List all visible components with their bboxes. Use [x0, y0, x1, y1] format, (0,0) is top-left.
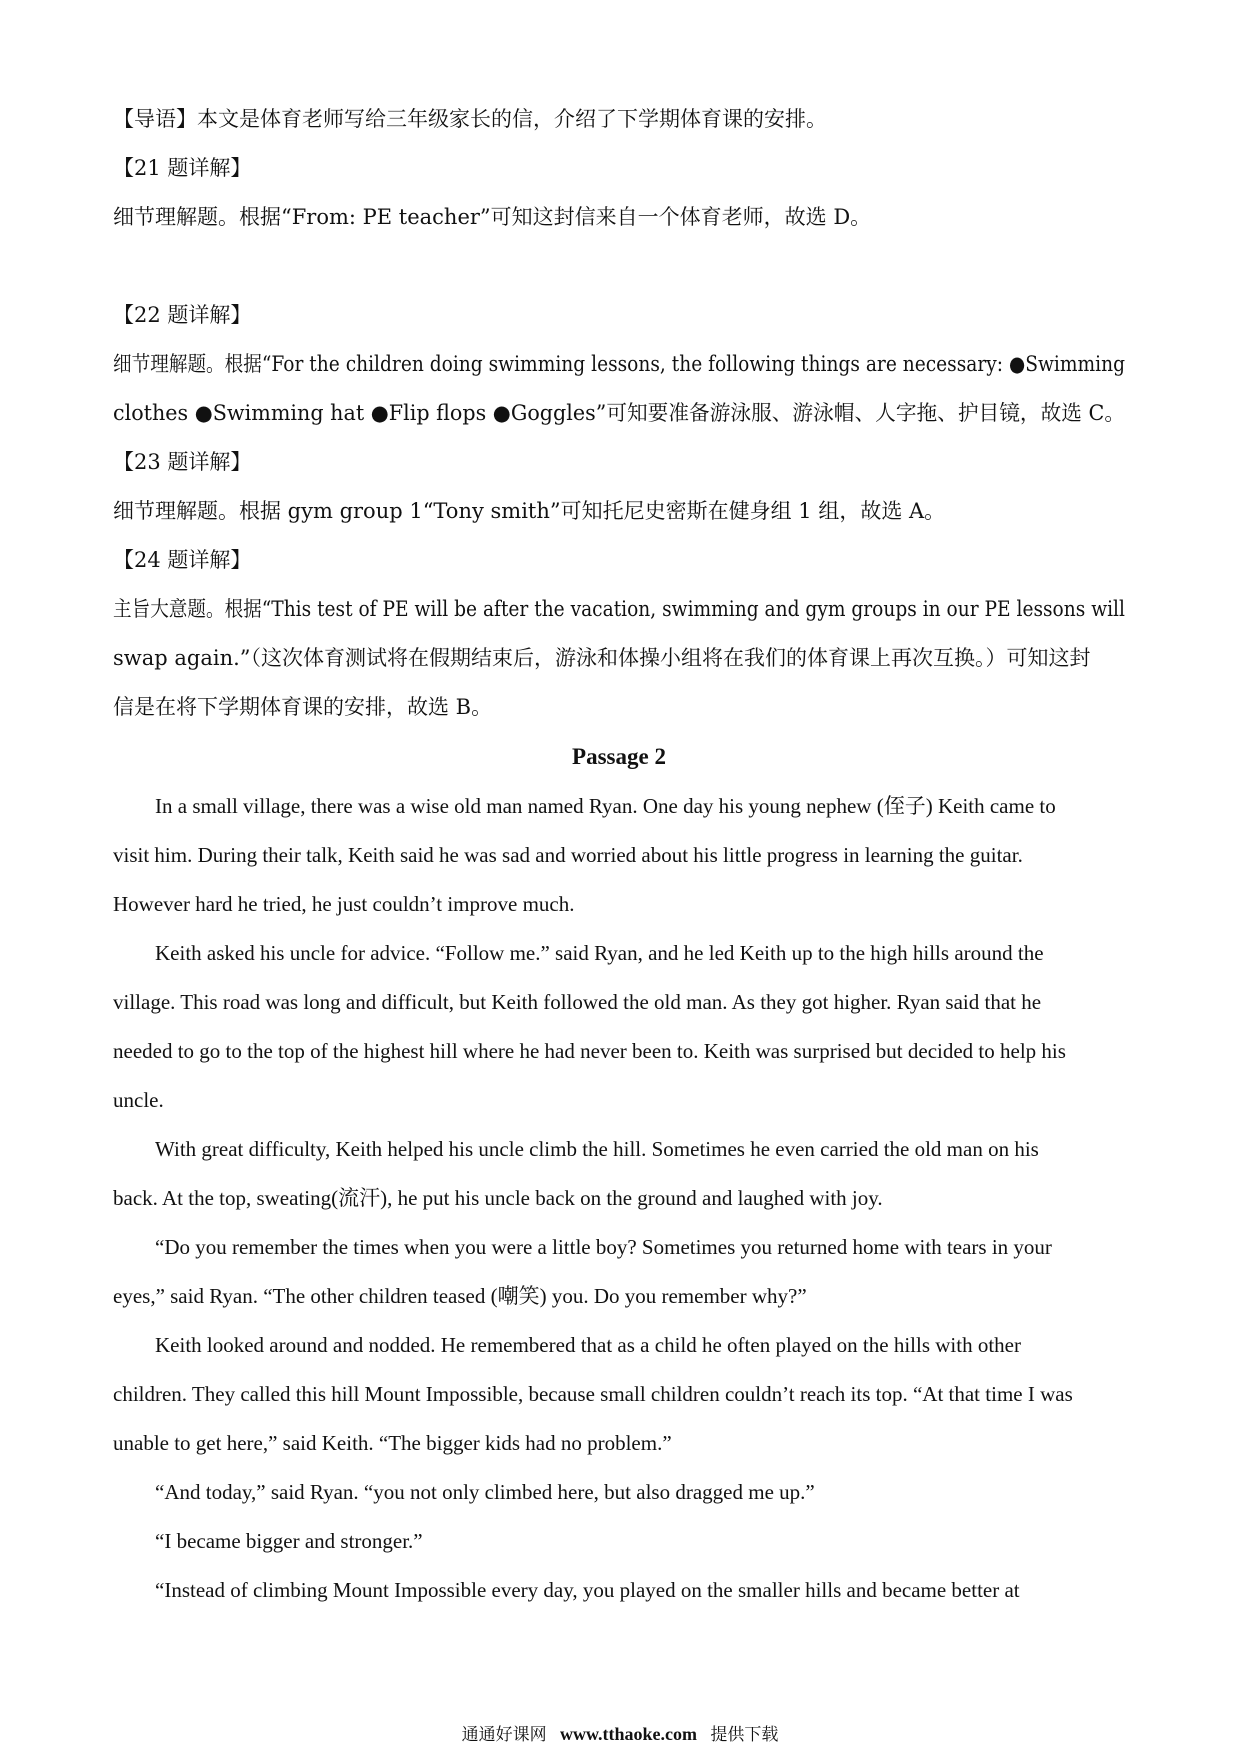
passage-paragraph	[113, 1223, 1125, 1321]
paragraph-line: village. This road was long and difficult, but Keith followed the old man. As they got higher. Ryan said that he	[113, 990, 1042, 1014]
passage-paragraph	[113, 929, 1125, 1125]
q21-explanation: 细节理解题。根据“From: PE teacher”可知这封信来自一个体育老师，故选 D。	[113, 205, 872, 229]
paragraph-line: Keith looked around and nodded. He remembered that as a child he often played on the hills with other	[155, 1333, 1021, 1357]
paragraph-line: “And today,” said Ryan. “you not only climbed here, but also dragged me up.”	[155, 1480, 815, 1504]
paragraph-line: “Instead of climbing Mount Impossible every day, you played on the smaller hills and became better at	[155, 1578, 1020, 1602]
q22-explanation-line: clothes ●Swimming hat ●Flip flops ●Goggles”可知要准备游泳服、游泳帽、人字拖、护目镜，故选 C。	[113, 401, 1126, 425]
footer-site-name: 通通好课网	[461, 1725, 547, 1745]
footer-download-text: 提供下载	[710, 1725, 779, 1745]
page-footer	[0, 1720, 1240, 1745]
q22-heading: 【22 题详解】	[113, 303, 252, 327]
paragraph-line: Keith asked his uncle for advice. “Follow me.” said Ryan, and he led Keith up to the high hills around the	[155, 941, 1044, 965]
paragraph-line: unable to get here,” said Keith. “The bigger kids had no problem.”	[113, 1431, 672, 1455]
paragraph-line: “I became bigger and stronger.”	[155, 1529, 423, 1553]
intro-text: 【导语】本文是体育老师写给三年级家长的信，介绍了下学期体育课的安排。	[113, 107, 827, 131]
paragraph-line: In a small village, there was a wise old man named Ryan. One day his young nephew (侄子) Keith came to	[155, 794, 1056, 818]
passage-paragraph	[113, 1321, 1125, 1468]
paragraph-line: However hard he tried, he just couldn’t improve much.	[113, 892, 575, 916]
passage-paragraph	[113, 1468, 1125, 1517]
paragraph-line: With great difficulty, Keith helped his uncle climb the hill. Sometimes he even carried the old man on his	[155, 1137, 1039, 1161]
q24-heading: 【24 题详解】	[113, 548, 252, 572]
paragraph-line: visit him. During their talk, Keith said he was sad and worried about his little progress in learning the guitar.	[113, 843, 1023, 867]
paragraph-line: uncle.	[113, 1088, 164, 1112]
document-page	[113, 95, 1125, 1615]
passage-paragraph	[113, 1566, 1125, 1615]
paragraph-line: “Do you remember the times when you were a little boy? Sometimes you returned home with tears in your	[155, 1235, 1052, 1259]
passage-paragraph	[113, 1517, 1125, 1566]
q24-explanation-line: 主旨大意题。根据“This test of PE will be after the vacation, swimming and gym groups in our PE lessons will	[113, 597, 1125, 621]
paragraph-line: back. At the top, sweating(流汗), he put his uncle back on the ground and laughed with joy.	[113, 1186, 883, 1210]
passage-title: Passage 2	[572, 744, 666, 769]
footer-url: www.tthaoke.com	[560, 1724, 697, 1744]
blank-gap	[113, 242, 1125, 291]
q21-heading: 【21 题详解】	[113, 156, 252, 180]
q24-explanation-line: 信是在将下学期体育课的安排，故选 B。	[113, 695, 493, 719]
paragraph-line: needed to go to the top of the highest hill where he had never been to. Keith was surprised but decided to help his	[113, 1039, 1066, 1063]
paragraph-line: children. They called this hill Mount Impossible, because small children couldn’t reach its top. “At that time I was	[113, 1382, 1073, 1406]
passage-paragraph	[113, 1125, 1125, 1223]
q22-explanation-line: 细节理解题。根据“For the children doing swimming lessons, the following things are necessary: ●Swimming	[113, 352, 1125, 376]
q24-explanation-line: swap again.”（这次体育测试将在假期结束后，游泳和体操小组将在我们的体育课上再次互换。）可知这封	[113, 646, 1091, 670]
passage-paragraph	[113, 782, 1125, 929]
q23-heading: 【23 题详解】	[113, 450, 252, 474]
paragraph-line: eyes,” said Ryan. “The other children teased (嘲笑) you. Do you remember why?”	[113, 1284, 807, 1308]
q23-explanation: 细节理解题。根据 gym group 1“Tony smith”可知托尼史密斯在健身组 1 组，故选 A。	[113, 499, 946, 523]
